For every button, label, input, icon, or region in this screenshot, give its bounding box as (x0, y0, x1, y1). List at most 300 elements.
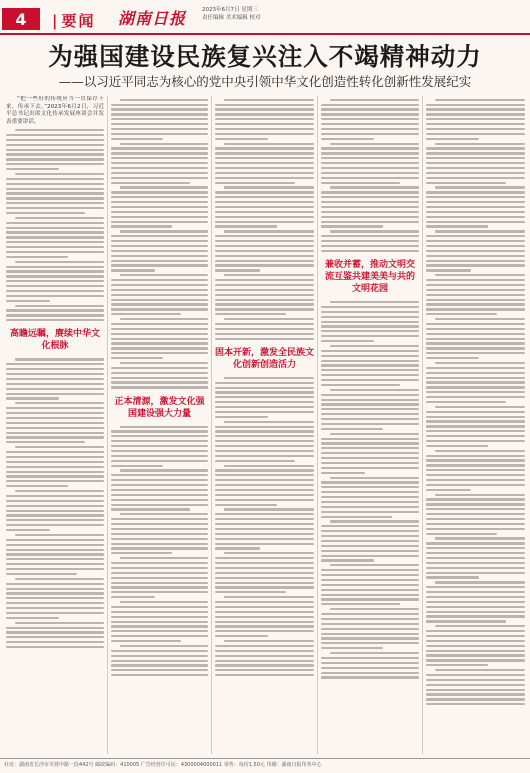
text-line (426, 659, 525, 661)
text-line (321, 191, 419, 193)
text-line (321, 201, 419, 203)
text-line (6, 280, 104, 282)
text-line (330, 301, 419, 303)
column-text (426, 99, 525, 706)
text-line (111, 323, 208, 325)
text-line (111, 528, 208, 530)
text-line (6, 500, 104, 502)
text-line (6, 597, 104, 599)
column-text (321, 301, 419, 679)
text-line (426, 640, 525, 642)
text-line (215, 616, 314, 618)
article-column-4 (321, 96, 419, 754)
text-line (426, 698, 525, 700)
text-line (215, 108, 314, 110)
text-line (215, 299, 314, 301)
text-line (6, 422, 104, 424)
text-line (426, 528, 525, 530)
text-line (6, 207, 104, 209)
text-line (426, 572, 525, 574)
text-line (6, 149, 104, 151)
text-line (321, 662, 419, 664)
text-line (111, 660, 208, 662)
text-line (321, 321, 419, 323)
text-line (321, 535, 419, 537)
text-line (111, 538, 208, 540)
text-line (111, 357, 163, 359)
text-line (426, 689, 525, 691)
text-line (111, 435, 208, 437)
text-line (224, 508, 314, 510)
text-line (111, 260, 208, 262)
text-line (330, 186, 419, 188)
text-line (111, 381, 208, 383)
text-line (215, 445, 314, 447)
text-line (215, 538, 314, 540)
text-line (111, 543, 208, 545)
text-line (6, 290, 104, 292)
text-line (6, 573, 77, 575)
text-line (426, 615, 525, 617)
text-line (215, 123, 314, 125)
text-line (6, 602, 104, 604)
text-line (6, 373, 104, 375)
text-line (321, 594, 419, 596)
text-line (426, 352, 525, 354)
text-line (6, 549, 104, 551)
text-line (215, 172, 314, 174)
text-line (120, 230, 208, 232)
text-line (321, 177, 419, 179)
text-line (111, 211, 208, 213)
text-line (321, 555, 419, 557)
text-line (426, 459, 525, 461)
text-line (426, 367, 525, 369)
text-line (215, 557, 314, 559)
text-line (426, 206, 525, 208)
text-line (321, 360, 419, 362)
text-line (111, 533, 208, 535)
text-line (215, 235, 314, 237)
text-line (215, 416, 268, 418)
text-line (435, 186, 525, 188)
text-line (6, 134, 104, 136)
text-line (215, 328, 314, 330)
text-line (330, 564, 419, 566)
text-line (111, 669, 208, 671)
text-line (426, 235, 525, 237)
column-text (6, 129, 104, 321)
text-line (215, 518, 314, 520)
text-line (426, 225, 488, 227)
text-line (120, 426, 208, 428)
text-line (426, 435, 525, 437)
text-line (111, 250, 208, 252)
text-line (426, 557, 525, 559)
text-line (426, 216, 525, 218)
text-line (426, 313, 497, 315)
text-line (6, 436, 104, 438)
text-line (15, 358, 104, 360)
footer: 社址：湖南省长沙市芙蓉中路一段442号 邮政编码：410005 广告经营许可证：4300004000011 零售：每份1.50元 印刷：湖南日报印务中心 (4, 762, 322, 768)
text-line (321, 618, 419, 620)
text-line (321, 118, 419, 120)
text-line (215, 406, 314, 408)
text-line (426, 533, 497, 535)
text-line (215, 133, 314, 135)
text-line (321, 104, 419, 106)
text-line (426, 308, 525, 310)
text-line (6, 519, 104, 521)
text-line (426, 411, 525, 413)
text-line (15, 217, 104, 219)
text-line (215, 182, 295, 184)
text-line (321, 481, 419, 483)
text-line (6, 236, 104, 238)
text-line (15, 446, 104, 448)
text-line (321, 196, 419, 198)
text-line (6, 529, 50, 531)
text-line (6, 495, 104, 497)
text-line (111, 147, 208, 149)
text-line (215, 499, 314, 501)
text-line (120, 99, 208, 101)
text-line (426, 523, 525, 525)
text-line (111, 299, 208, 301)
text-line (111, 172, 208, 174)
text-line (426, 177, 525, 179)
text-line (120, 513, 208, 515)
text-line (215, 323, 314, 325)
text-line (426, 289, 525, 291)
column-text (215, 377, 314, 677)
text-line (6, 285, 104, 287)
text-line (6, 202, 104, 204)
text-line (215, 645, 314, 647)
text-line (215, 401, 314, 403)
text-line (215, 138, 268, 140)
text-line (6, 275, 104, 277)
text-line (111, 157, 208, 159)
text-line (6, 295, 104, 297)
text-line (6, 588, 104, 590)
text-line (111, 264, 208, 266)
text-line (215, 674, 314, 676)
text-line (6, 485, 68, 487)
subhead-2: 正本清源，激发文化强国建设强大力量 (114, 396, 205, 419)
text-line (6, 627, 104, 629)
text-line (426, 552, 525, 554)
text-line (111, 630, 208, 632)
text-line (435, 537, 525, 539)
text-line (426, 113, 525, 115)
text-line (426, 138, 479, 140)
text-line (321, 245, 419, 247)
text-line (426, 654, 525, 656)
text-line (435, 274, 525, 276)
text-line (6, 539, 104, 541)
text-line (435, 362, 525, 364)
text-line (111, 333, 208, 335)
text-line (111, 523, 208, 525)
text-line (120, 469, 208, 471)
text-line (6, 505, 104, 507)
text-line (111, 216, 208, 218)
text-line (321, 511, 419, 513)
text-line (215, 455, 314, 457)
text-line (321, 545, 419, 547)
text-line (321, 516, 392, 518)
text-line (15, 305, 104, 307)
text-line (330, 608, 419, 610)
text-line (111, 182, 190, 184)
text-line (111, 440, 208, 442)
text-line (215, 206, 314, 208)
text-line (111, 347, 208, 349)
text-line (111, 474, 208, 476)
text-line (15, 490, 104, 492)
text-line (111, 133, 208, 135)
text-line (426, 567, 525, 569)
text-line (321, 467, 419, 469)
text-line (215, 269, 260, 271)
text-line (330, 143, 419, 145)
text-line (426, 128, 525, 130)
text-line (215, 152, 314, 154)
text-line (111, 342, 208, 344)
text-line (111, 591, 208, 593)
text-line (120, 362, 208, 364)
text-line (321, 311, 419, 313)
text-line (111, 606, 208, 608)
text-line (111, 372, 208, 374)
text-line (426, 508, 525, 510)
text-line (6, 388, 104, 390)
text-line (215, 308, 314, 310)
text-line (321, 384, 400, 386)
text-line (215, 664, 314, 666)
text-line (321, 603, 400, 605)
text-line (215, 411, 314, 413)
text-line (321, 676, 419, 678)
text-line (15, 402, 104, 404)
text-line (6, 568, 104, 570)
text-line (6, 461, 104, 463)
text-line (435, 494, 525, 496)
text-line (6, 270, 104, 272)
text-line (215, 513, 314, 515)
text-line (111, 625, 208, 627)
text-line (426, 303, 525, 305)
text-line (6, 612, 104, 614)
text-line (215, 479, 314, 481)
text-line (6, 153, 104, 155)
text-line (111, 167, 208, 169)
text-line (215, 562, 314, 564)
text-line (426, 474, 525, 476)
text-line (111, 191, 208, 193)
text-line (6, 544, 104, 546)
text-line (321, 216, 419, 218)
text-line (426, 269, 471, 271)
text-line (111, 225, 172, 227)
text-line (111, 177, 208, 179)
text-line (111, 206, 208, 208)
text-line (111, 635, 208, 637)
text-line (321, 540, 419, 542)
text-line (111, 508, 190, 510)
column-text (215, 99, 314, 340)
text-line (321, 447, 419, 449)
text-line (120, 318, 208, 320)
text-line (426, 645, 525, 647)
text-line (6, 188, 104, 190)
text-line (215, 621, 314, 623)
text-line (6, 466, 104, 468)
text-line (6, 393, 104, 395)
text-line (6, 144, 104, 146)
text-line (215, 586, 314, 588)
text-line (15, 261, 104, 263)
text-line (321, 418, 419, 420)
text-line (6, 563, 104, 565)
text-line (435, 669, 525, 671)
text-line (321, 506, 419, 508)
text-line (426, 503, 525, 505)
text-line (111, 235, 208, 237)
text-line (321, 613, 419, 615)
text-line (426, 162, 525, 164)
text-line (426, 464, 525, 466)
text-line (321, 182, 400, 184)
text-line (426, 152, 525, 154)
text-line (6, 456, 104, 458)
text-line (215, 426, 314, 428)
text-line (111, 479, 208, 481)
text-line (215, 504, 277, 506)
text-line (111, 308, 208, 310)
text-line (6, 558, 104, 560)
text-line (111, 284, 208, 286)
text-line (321, 374, 419, 376)
text-line (321, 316, 419, 318)
text-line (215, 489, 314, 491)
text-line (6, 475, 104, 477)
text-line (426, 123, 525, 125)
text-line (321, 108, 419, 110)
text-line (224, 143, 314, 145)
text-line (215, 533, 314, 535)
text-line (111, 104, 208, 106)
section-name (52, 10, 95, 31)
text-line (111, 123, 208, 125)
text-line (426, 196, 525, 198)
text-line (426, 108, 525, 110)
text-line (215, 240, 314, 242)
text-line (426, 182, 506, 184)
text-line (321, 225, 383, 227)
text-line (111, 201, 208, 203)
text-line (6, 553, 104, 555)
text-line (111, 279, 208, 281)
text-line (6, 631, 104, 633)
article-column-5 (426, 96, 525, 754)
text-line (111, 162, 208, 164)
text-line (426, 630, 525, 632)
text-line (6, 197, 104, 199)
text-line (215, 221, 314, 223)
text-line (426, 294, 525, 296)
text-line (215, 523, 314, 525)
text-line (321, 306, 419, 308)
text-line (321, 172, 419, 174)
text-line (215, 577, 314, 579)
text-line (111, 489, 208, 491)
text-line (6, 397, 59, 399)
text-line (321, 559, 374, 561)
text-line (215, 650, 314, 652)
text-line (6, 407, 104, 409)
text-line (215, 333, 314, 335)
text-line (215, 660, 314, 662)
text-line (426, 586, 525, 588)
text-line (120, 186, 208, 188)
text-line (215, 128, 314, 130)
text-line (321, 355, 419, 357)
text-line (435, 581, 525, 583)
text-line (435, 318, 525, 320)
text-line (321, 162, 419, 164)
text-line (435, 230, 525, 232)
text-line (330, 433, 419, 435)
paper-logo: 湖南日报 (118, 9, 187, 28)
text-line (215, 435, 314, 437)
text-line (426, 299, 525, 301)
text-line (215, 147, 314, 149)
text-line (111, 240, 208, 242)
text-line (215, 625, 314, 627)
text-line (426, 147, 525, 149)
text-line (426, 601, 525, 603)
text-line (426, 357, 479, 359)
text-line (321, 325, 419, 327)
text-line (321, 123, 419, 125)
text-line (215, 387, 314, 389)
text-line (6, 636, 104, 638)
text-line (426, 333, 525, 335)
text-line (111, 640, 181, 642)
text-line (215, 216, 314, 218)
column-rule (422, 96, 423, 754)
text-line (426, 674, 525, 676)
text-line (111, 269, 155, 271)
text-line (426, 118, 525, 120)
text-line (321, 657, 419, 659)
text-line (426, 323, 525, 325)
text-line (111, 547, 208, 549)
text-line (6, 417, 104, 419)
text-line (426, 440, 525, 442)
text-line (224, 230, 314, 232)
text-line (120, 274, 208, 276)
text-line (426, 245, 525, 247)
text-line (6, 300, 50, 302)
text-line (426, 250, 525, 252)
text-line (426, 679, 525, 681)
text-line (6, 592, 104, 594)
text-line (215, 260, 314, 262)
text-line (120, 143, 208, 145)
